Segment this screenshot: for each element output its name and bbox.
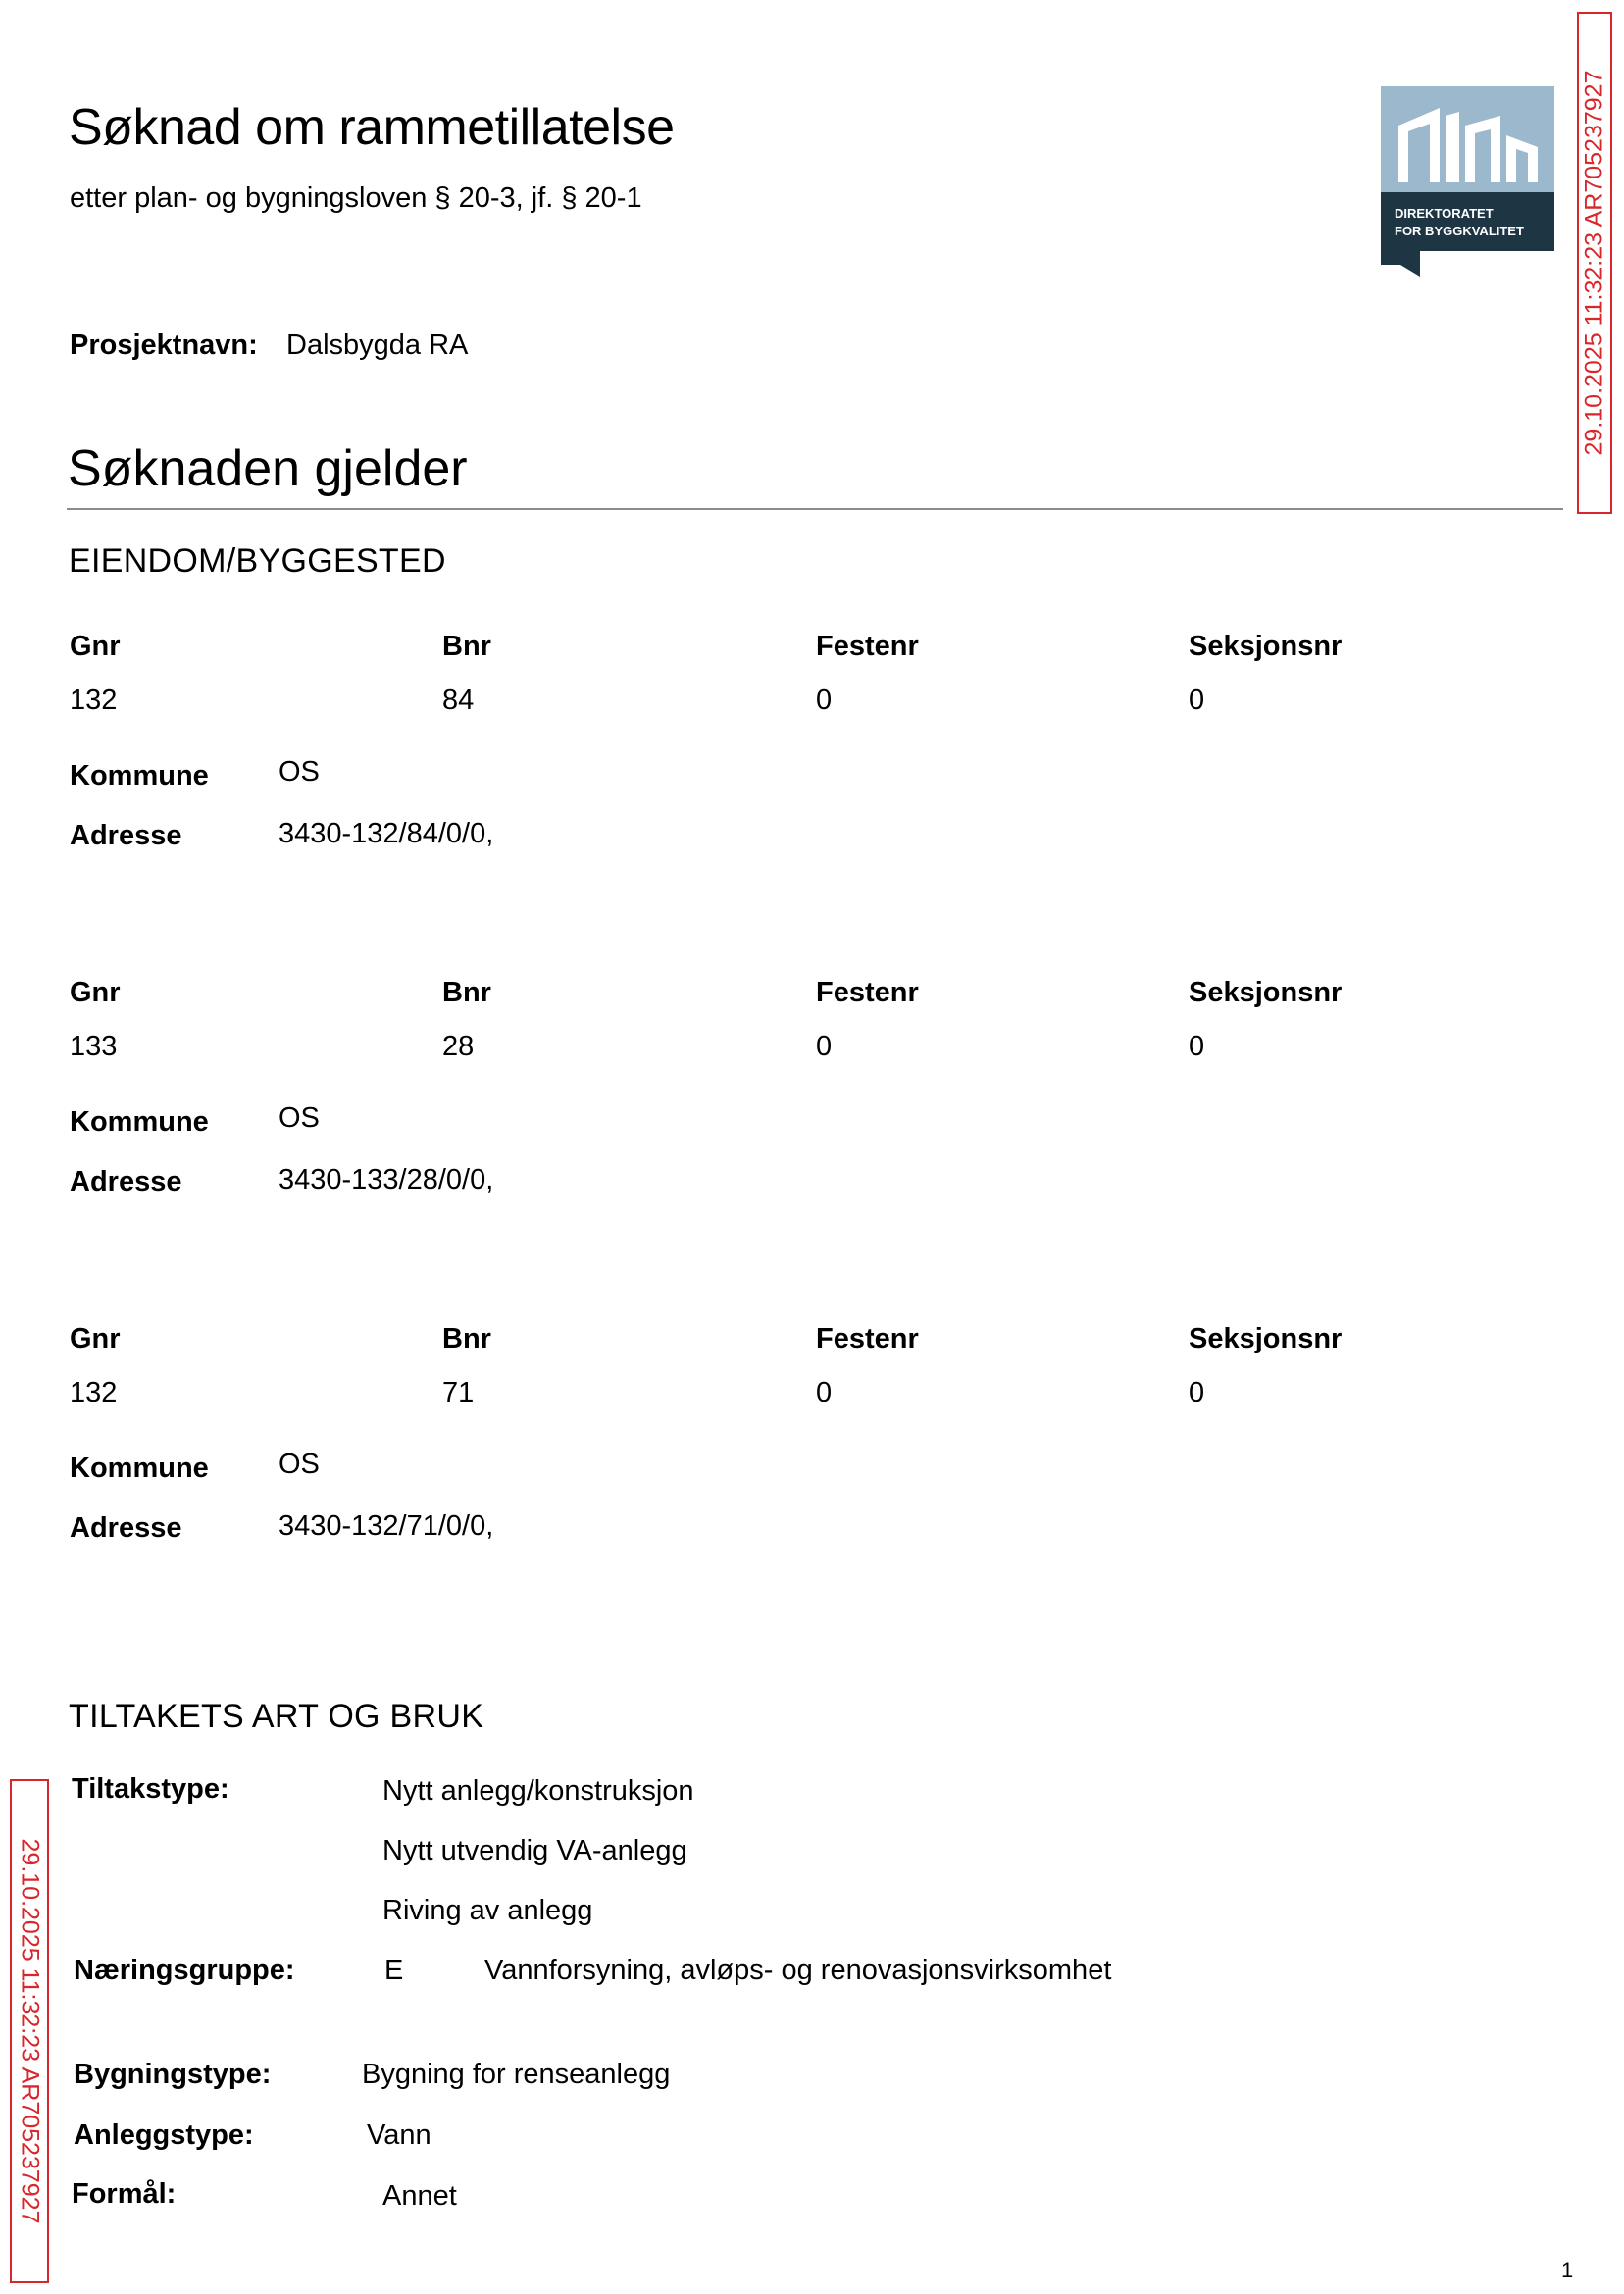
tiltakstype-label: Tiltakstype: <box>72 1773 229 1805</box>
col-header-gnr: Gnr <box>70 977 121 1008</box>
adresse-value: 3430-132/84/0/0, <box>279 818 494 849</box>
festenr-value: 0 <box>816 1031 833 1062</box>
tiltakstype-item-3: Riving av anlegg <box>382 1895 593 1926</box>
col-header-seksjonsnr: Seksjonsnr <box>1189 977 1343 1008</box>
adresse-value: 3430-132/71/0/0, <box>279 1510 494 1542</box>
measure-heading: TILTAKETS ART OG BRUK <box>69 1698 484 1735</box>
kommune-label: Kommune <box>70 760 209 791</box>
receipt-stamp-text: 29.10.2025 11:32:23 AR705237927 <box>16 1838 44 2224</box>
property-block-1 <box>70 631 1443 866</box>
naeringsgruppe-label: Næringsgruppe: <box>74 1955 295 1986</box>
seksjonsnr-value: 0 <box>1189 685 1205 716</box>
gnr-value: 133 <box>70 1031 118 1062</box>
project-name-label: Prosjektnavn: <box>70 330 258 361</box>
gnr-value: 132 <box>70 685 118 716</box>
naeringsgruppe-text: Vannforsyning, avløps- og renovasjonsvirksomhet <box>484 1955 1112 1986</box>
col-header-bnr: Bnr <box>442 631 491 662</box>
seksjonsnr-value: 0 <box>1189 1031 1205 1062</box>
kommune-label: Kommune <box>70 1106 209 1138</box>
section-divider <box>67 508 1563 510</box>
kommune-label: Kommune <box>70 1453 209 1484</box>
festenr-value: 0 <box>816 685 833 716</box>
col-header-seksjonsnr: Seksjonsnr <box>1189 631 1343 662</box>
receipt-stamp-text: 29.10.2025 11:32:23 AR705237927 <box>1580 70 1608 456</box>
property-heading: EIENDOM/BYGGESTED <box>69 542 446 580</box>
kommune-value: OS <box>279 756 320 788</box>
bnr-value: 84 <box>442 685 475 716</box>
formal-value: Annet <box>382 2180 457 2212</box>
dibk-logo <box>1381 86 1554 277</box>
anleggstype-value: Vann <box>367 2119 431 2151</box>
bygningstype-value: Bygning for renseanlegg <box>362 2059 671 2090</box>
bnr-value: 71 <box>442 1377 475 1408</box>
col-header-festenr: Festenr <box>816 631 919 662</box>
section-heading: Søknaden gjelder <box>68 440 468 497</box>
adresse-label: Adresse <box>70 820 182 851</box>
logo-line-2: FOR BYGGKVALITET <box>1395 224 1524 238</box>
col-header-gnr: Gnr <box>70 631 121 662</box>
logo-line-1: DIREKTORATET <box>1395 206 1494 221</box>
tiltakstype-item-1: Nytt anlegg/konstruksjon <box>382 1775 694 1807</box>
kommune-value: OS <box>279 1449 320 1480</box>
property-block-2 <box>70 977 1443 1212</box>
bnr-value: 28 <box>442 1031 475 1062</box>
project-name-value: Dalsbygda RA <box>286 330 469 361</box>
property-block-3 <box>70 1323 1443 1558</box>
col-header-festenr: Festenr <box>816 1323 919 1354</box>
col-header-festenr: Festenr <box>816 977 919 1008</box>
page-number: 1 <box>1561 2258 1574 2282</box>
gnr-value: 132 <box>70 1377 118 1408</box>
kommune-value: OS <box>279 1102 320 1134</box>
receipt-stamp-right <box>1577 12 1612 514</box>
tiltakstype-item-2: Nytt utvendig VA-anlegg <box>382 1835 687 1866</box>
naeringsgruppe-code: E <box>384 1955 404 1986</box>
formal-label: Formål: <box>72 2178 177 2210</box>
col-header-seksjonsnr: Seksjonsnr <box>1189 1323 1343 1354</box>
adresse-label: Adresse <box>70 1166 182 1198</box>
bygningstype-label: Bygningstype: <box>74 2059 272 2090</box>
col-header-bnr: Bnr <box>442 977 491 1008</box>
document-subtitle: etter plan- og bygningsloven § 20-3, jf. § 20-1 <box>70 182 642 214</box>
adresse-label: Adresse <box>70 1512 182 1544</box>
receipt-stamp-left <box>10 1779 49 2283</box>
document-title: Søknad om rammetillatelse <box>69 99 675 156</box>
anleggstype-label: Anleggstype: <box>74 2119 254 2151</box>
col-header-gnr: Gnr <box>70 1323 121 1354</box>
festenr-value: 0 <box>816 1377 833 1408</box>
col-header-bnr: Bnr <box>442 1323 491 1354</box>
seksjonsnr-value: 0 <box>1189 1377 1205 1408</box>
adresse-value: 3430-133/28/0/0, <box>279 1164 494 1196</box>
